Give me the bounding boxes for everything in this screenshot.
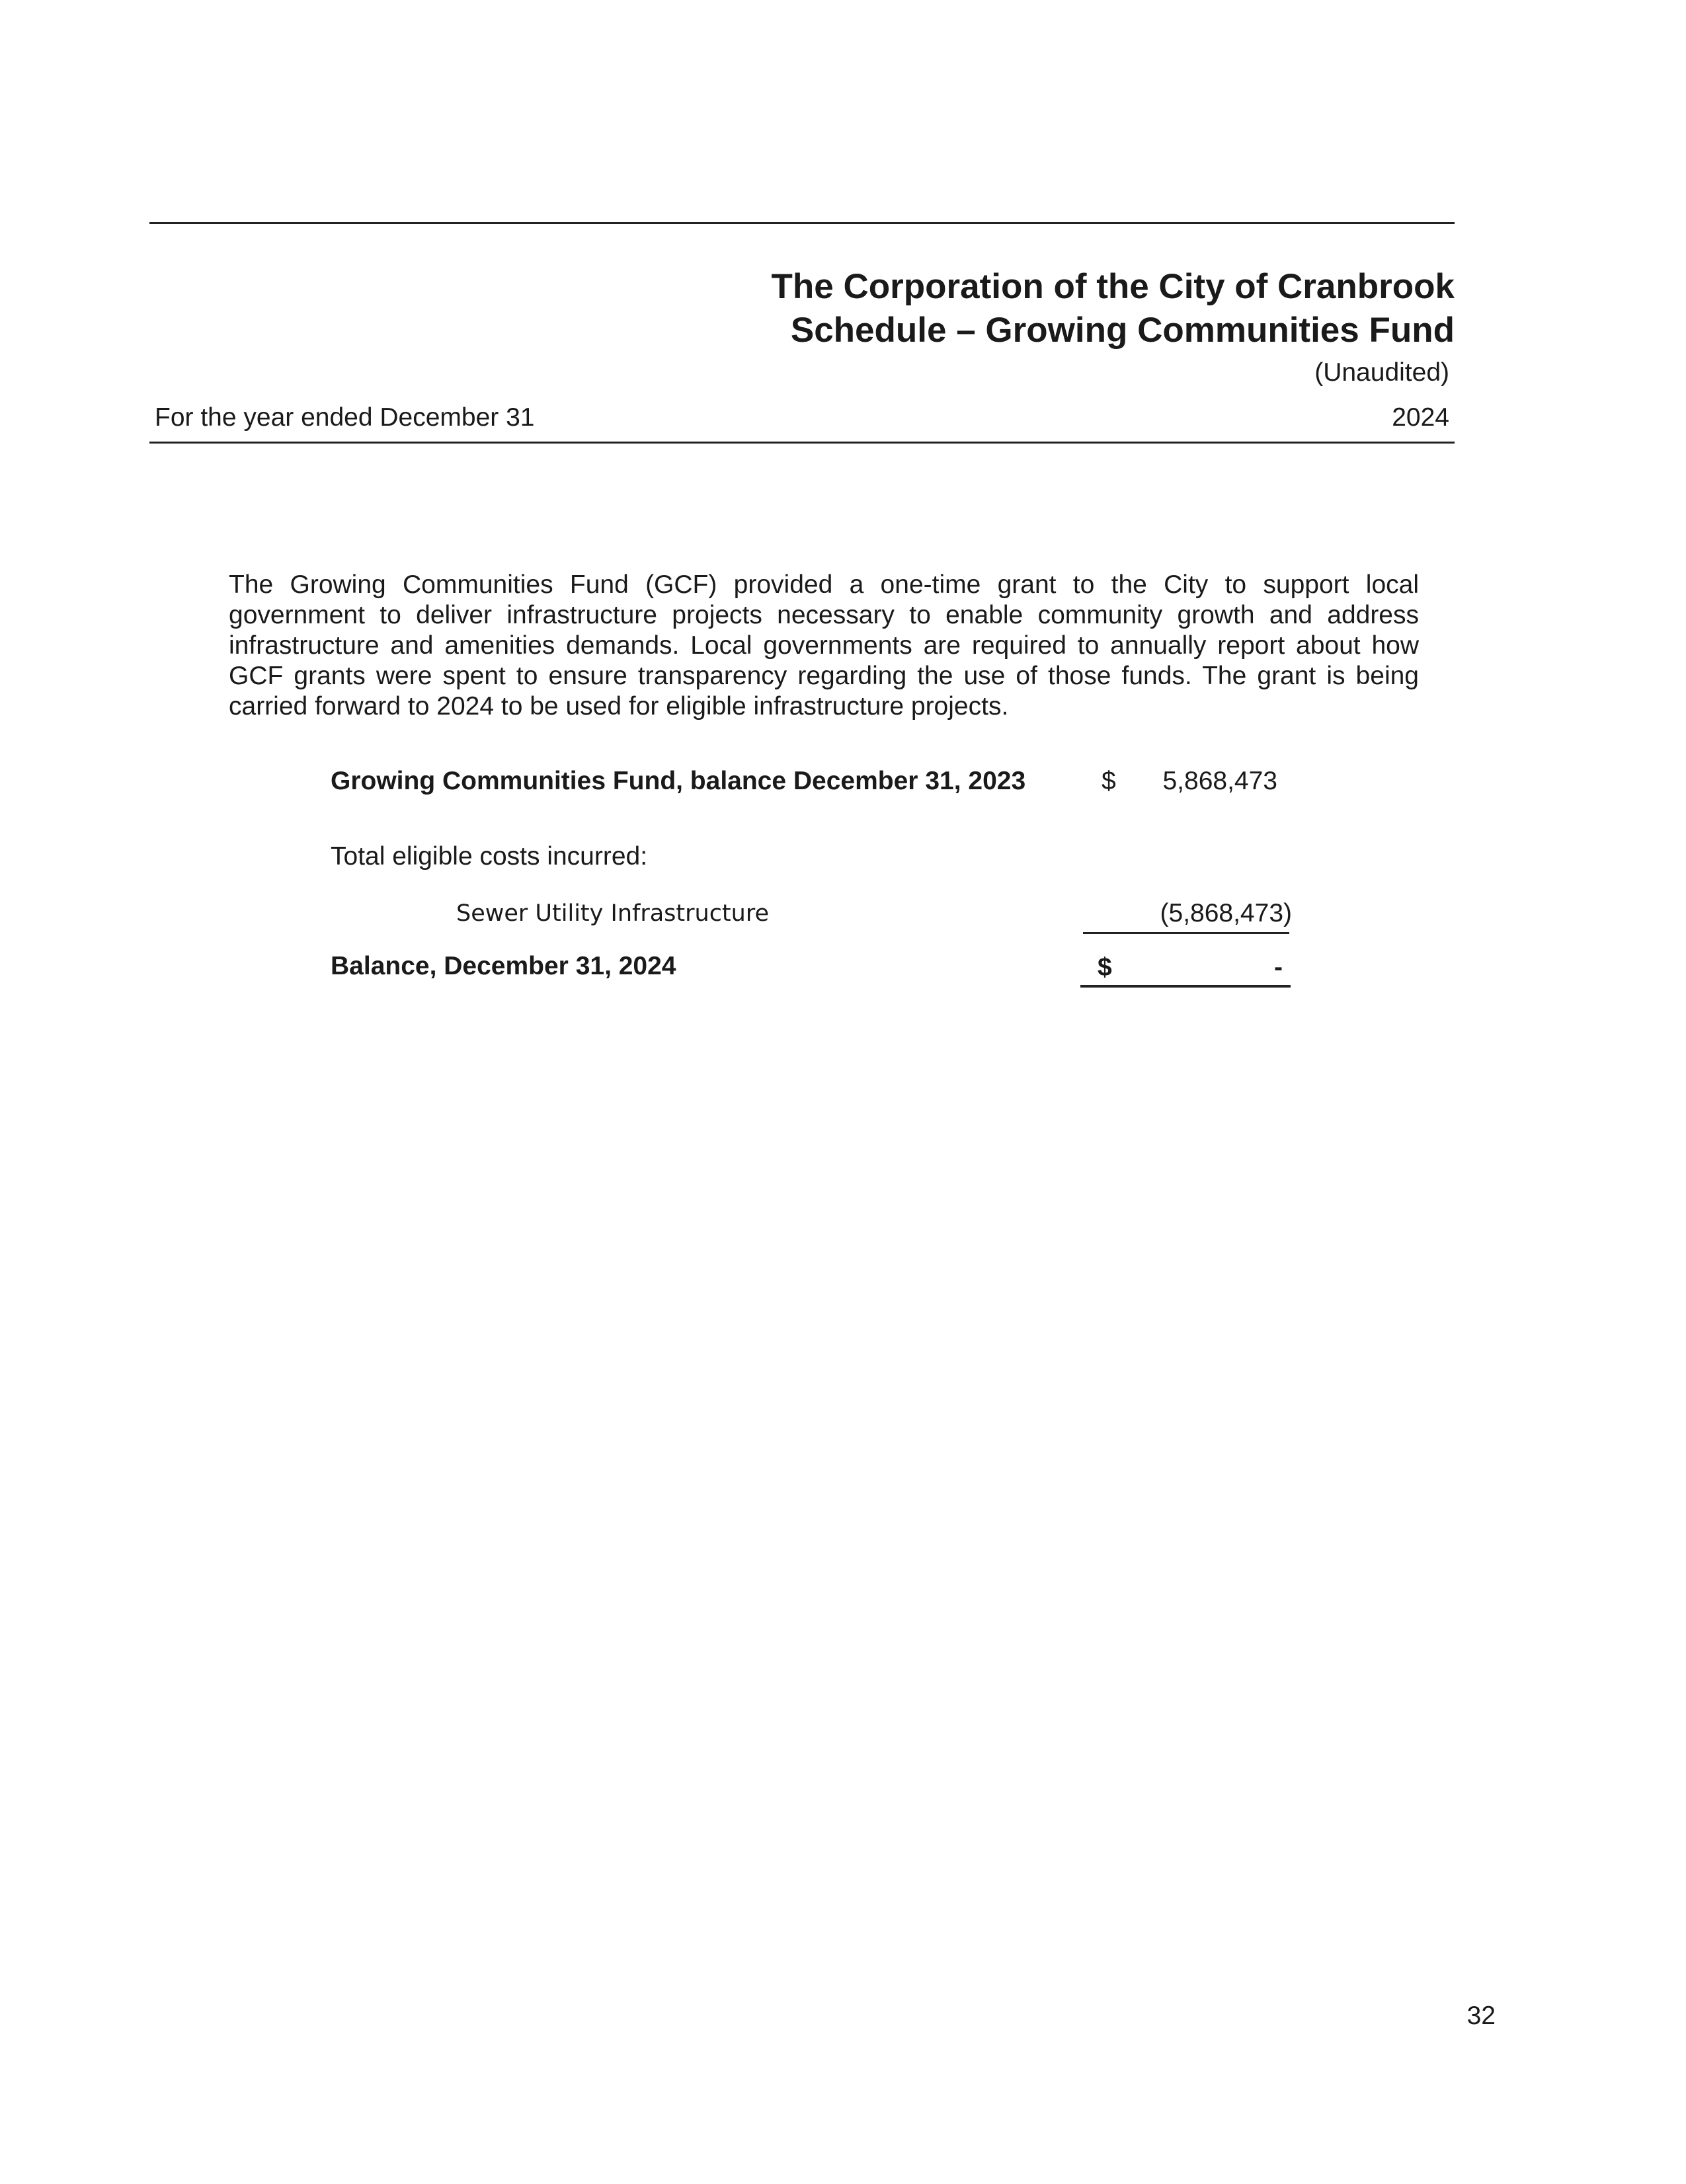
total-rule <box>1080 985 1291 988</box>
opening-balance-label: Growing Communities Fund, balance December 31, 2023 <box>331 767 1026 795</box>
header-top-rule <box>149 222 1455 224</box>
document-title: The Corporation of the City of Cranbrook <box>771 267 1455 306</box>
period-label: For the year ended December 31 <box>155 403 535 432</box>
eligible-costs-heading: Total eligible costs incurred: <box>331 842 648 871</box>
period-year: 2024 <box>1392 403 1449 432</box>
subtotal-rule <box>1083 932 1289 934</box>
page-number: 32 <box>1466 2002 1496 2030</box>
closing-balance-label: Balance, December 31, 2024 <box>331 952 676 980</box>
opening-balance-currency: $ <box>1102 767 1116 795</box>
sewer-utility-amount: (5,868,473) <box>1160 899 1292 927</box>
schedule-title: Schedule – Growing Communities Fund <box>790 311 1455 350</box>
intro-paragraph: The Growing Communities Fund (GCF) provided a one-time grant to the City to support local government to deliver infrastructure projects necessary to enable community growth and address infrastructure and amenities demands. Local governments are required to annually report about how GCF grants were spent to ensure transparency regarding the use of those funds. The grant is being carried forward to 2024 to be used for eligible infrastructure projects. <box>229 570 1419 721</box>
opening-balance-amount: 5,868,473 <box>1162 767 1277 795</box>
closing-balance-currency: $ <box>1098 953 1112 982</box>
closing-balance-amount: - <box>1274 953 1283 982</box>
header-bottom-rule <box>149 442 1455 444</box>
audit-status: (Unaudited) <box>1314 358 1449 387</box>
sewer-utility-label: Sewer Utility Infrastructure <box>456 900 769 927</box>
